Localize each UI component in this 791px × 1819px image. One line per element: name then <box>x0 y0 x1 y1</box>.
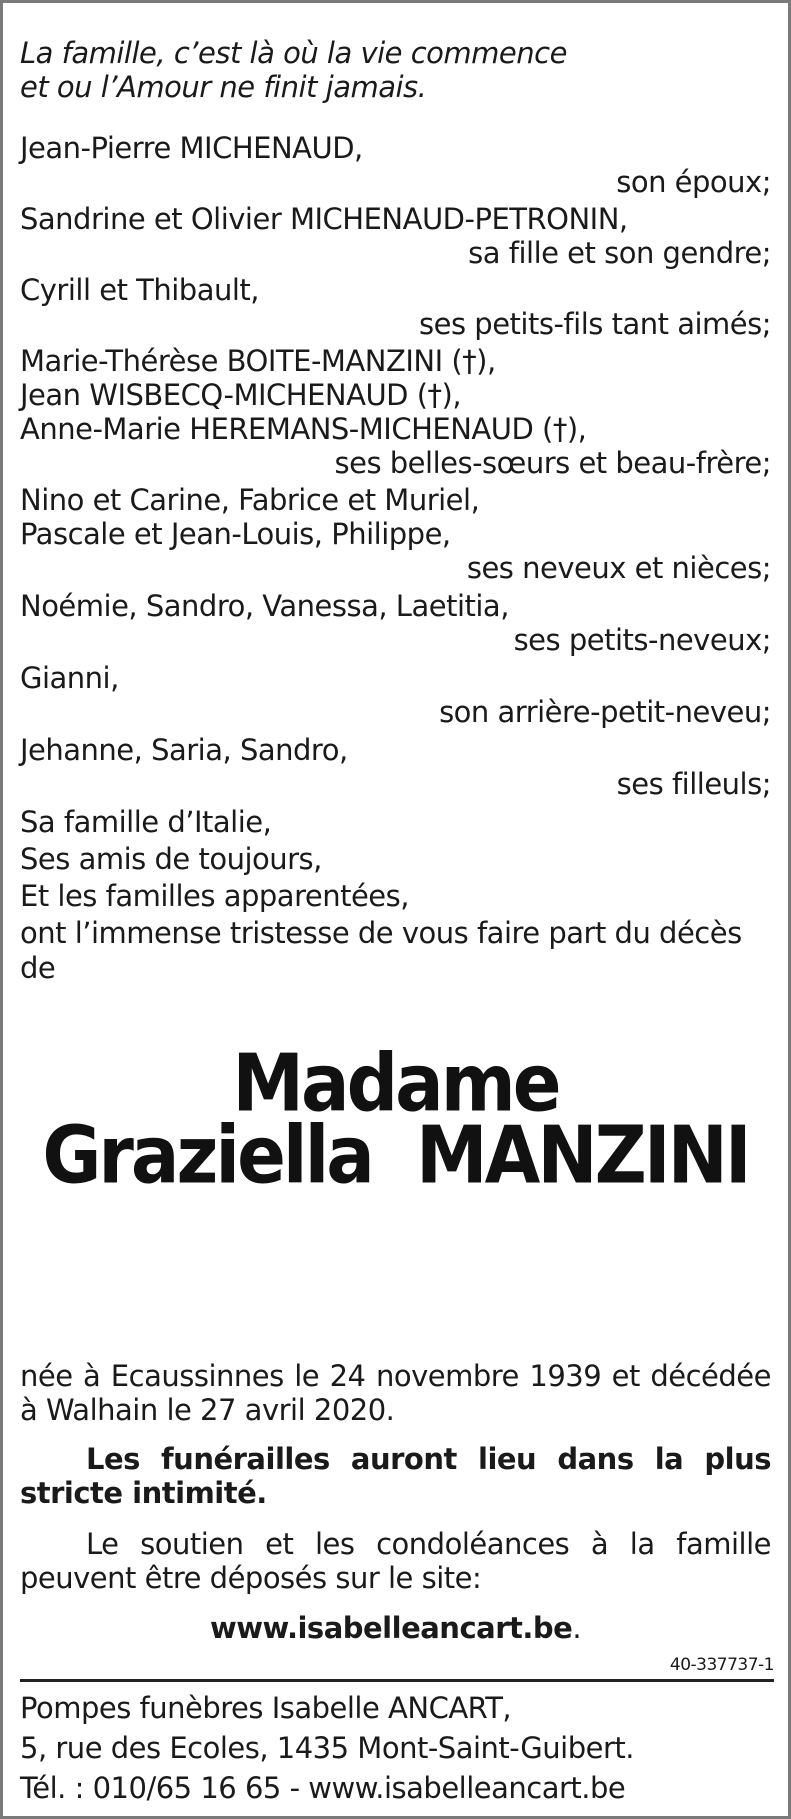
website-link[interactable]: www.isabelleancart.be <box>209 1611 573 1645</box>
family-name: Anne-Marie HEREMANS-MICHENAUD (†), <box>20 412 587 446</box>
family-relation: sa fille et son gendre; <box>468 236 771 270</box>
family-relation: ses neveux et nièces; <box>466 551 771 585</box>
family-name: Gianni, <box>20 661 119 695</box>
epigraph-line: La famille, c’est là où la vie commence <box>20 36 567 70</box>
announcement-line: de <box>20 951 56 985</box>
footer-line: 5, rue des Ecoles, 1435 Mont-Saint-Guibert. <box>20 1731 634 1765</box>
family-name: Sandrine et Olivier MICHENAUD-PETRONIN, <box>20 202 628 236</box>
epigraph-line: et ou l’Amour ne finit jamais. <box>20 70 427 104</box>
footer-divider <box>20 1679 774 1682</box>
family-name: Marie-Thérèse BOITE-MANZINI (†), <box>20 344 496 378</box>
footer-line: Tél. : 010/65 16 65 - www.isabelleancart.be <box>20 1771 626 1805</box>
deceased-title: Madame <box>232 1036 559 1130</box>
condolences-notice: Le soutien et les condoléances à la famille peuvent être déposés sur le site: <box>20 1527 771 1595</box>
website-period: . <box>572 1611 582 1645</box>
family-relation: ses petits-neveux; <box>513 623 771 657</box>
others-line: Ses amis de toujours, <box>20 842 322 876</box>
birth-death-details: née à Ecaussinnes le 24 novembre 1939 et décédée à Walhain le 27 avril 2020. <box>20 1359 771 1427</box>
family-relation: son époux; <box>616 165 771 199</box>
family-name: Jean-Pierre MICHENAUD, <box>20 131 363 165</box>
funeral-notice: Les funérailles auront lieu dans la plus stricte intimité. <box>20 1442 771 1510</box>
family-name: Jehanne, Saria, Sandro, <box>20 733 348 767</box>
family-name: Jean WISBECQ-MICHENAUD (†), <box>20 378 462 412</box>
family-relation: ses belles-sœurs et beau-frère; <box>334 446 771 480</box>
others-line: Et les familles apparentées, <box>20 879 409 913</box>
announcement-line: ont l’immense tristesse de vous faire part du décès <box>20 916 742 950</box>
family-name: Noémie, Sandro, Vanessa, Laetitia, <box>20 589 509 623</box>
family-name: Cyrill et Thibault, <box>20 273 260 307</box>
family-name: Pascale et Jean-Louis, Philippe, <box>20 517 451 551</box>
family-relation: son arrière-petit-neveu; <box>439 695 771 729</box>
deceased-name: Graziella MANZINI <box>42 1108 749 1202</box>
others-line: Sa famille d’Italie, <box>20 805 272 839</box>
family-name: Nino et Carine, Fabrice et Muriel, <box>20 483 480 517</box>
footer-line: Pompes funèbres Isabelle ANCART, <box>20 1691 512 1725</box>
family-relation: ses petits-fils tant aimés; <box>419 307 771 341</box>
reference-number: 40-337737-1 <box>669 1655 774 1675</box>
website-line <box>3 1611 788 1645</box>
family-relation: ses filleuls; <box>616 767 771 801</box>
